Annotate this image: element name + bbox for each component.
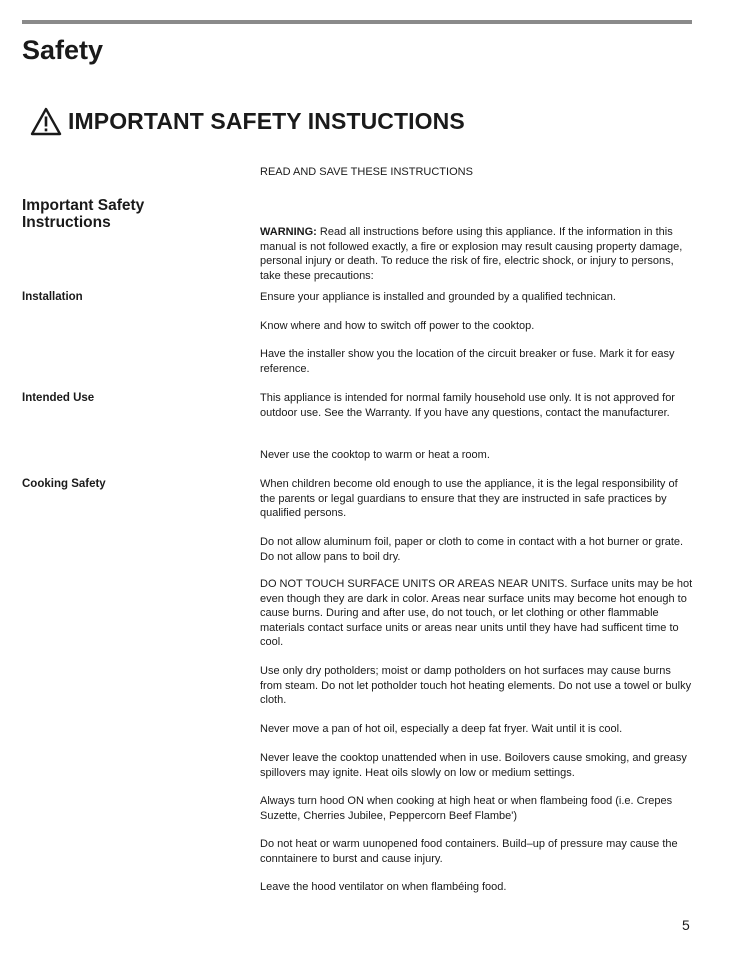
warning-paragraph (260, 225, 692, 283)
intended-use-paragraph: This appliance is intended for normal family household use only. It is not approved for outdoor use. See the Warranty. If you have any questions, contact the manufacturer. (260, 392, 675, 419)
cooking-safety-paragraph: Never move a pan of hot oil, especially a deep fat fryer. Wait until it is cool. (260, 723, 623, 735)
warning-label: WARNING: (260, 226, 317, 238)
warning-text: Read all instructions before using this appliance. If the information in this manual is not followed exactly, a fire or explosion may result causing property damage, personal injury or death. To reduce the risk of fire, electric shock, or injury to persons, take these precautions: (260, 226, 683, 282)
cooking-safety-paragraph: Always turn hood ON when cooking at high heat or when flambeing food (i.e. Crepes Suzette, Cherries Jubilee, Peppercorn Beef Flambe') (260, 795, 673, 822)
installation-paragraph: Ensure your appliance is installed and grounded by a qualified technican. (260, 291, 616, 303)
installation-paragraph: Have the installer show you the location of the circuit breaker or fuse. Mark it for easy reference. (260, 348, 675, 375)
intended-use-paragraph: Never use the cooktop to warm or heat a room. (260, 449, 490, 461)
cooking-safety-paragraph: When children become old enough to use the appliance, it is the legal responsibility of the parents or legal guardians to ensure that they are instructed in safe practices by qualified persons. (260, 478, 678, 520)
read-save-notice: READ AND SAVE THESE INSTRUCTIONS (260, 166, 473, 178)
page-number: 5 (682, 917, 690, 933)
section-label-cooking-safety: Cooking Safety (22, 478, 106, 490)
cooking-safety-paragraph: Do not allow aluminum foil, paper or cloth to come in contact with a hot burner or grate. Do not allow pans to boil dry. (260, 536, 684, 563)
top-rule (22, 20, 692, 24)
cooking-safety-paragraph: Do not heat or warm uunopened food containers. Build–up of pressure may cause the conntainere to burst and cause injury. (260, 838, 678, 865)
cooking-safety-paragraph: DO NOT TOUCH SURFACE UNITS OR AREAS NEAR UNITS. Surface units may be hot even though they are dark in color. Areas near surface units may become hot enough to cause burns. During and after use, do not touch, or let clothing or other flammable materials contact surface units or areas near units until they have had sufficent time to cool. (260, 578, 693, 649)
side-heading: Important Safety Instructions (22, 197, 145, 231)
warning-triangle-icon (30, 107, 62, 136)
banner-title: IMPORTANT SAFETY INSTUCTIONS (68, 108, 465, 134)
page-title: Safety (22, 35, 104, 65)
section-label-intended-use: Intended Use (22, 392, 95, 404)
section-label-installation: Installation (22, 291, 83, 303)
cooking-safety-paragraph: Never leave the cooktop unattended when in use. Boilovers cause smoking, and greasy spillovers may ignite. Heat oils slowly on low or medium settings. (260, 752, 687, 779)
safety-banner (30, 106, 465, 136)
cooking-safety-paragraph: Leave the hood ventilator on when flambéing food. (260, 881, 507, 893)
installation-paragraph: Know where and how to switch off power to the cooktop. (260, 320, 535, 332)
cooking-safety-paragraph: Use only dry potholders; moist or damp potholders on hot surfaces may cause burns from steam. Do not let potholder touch hot heating elements. Do not use a towel or bulky cloth. (260, 665, 692, 707)
